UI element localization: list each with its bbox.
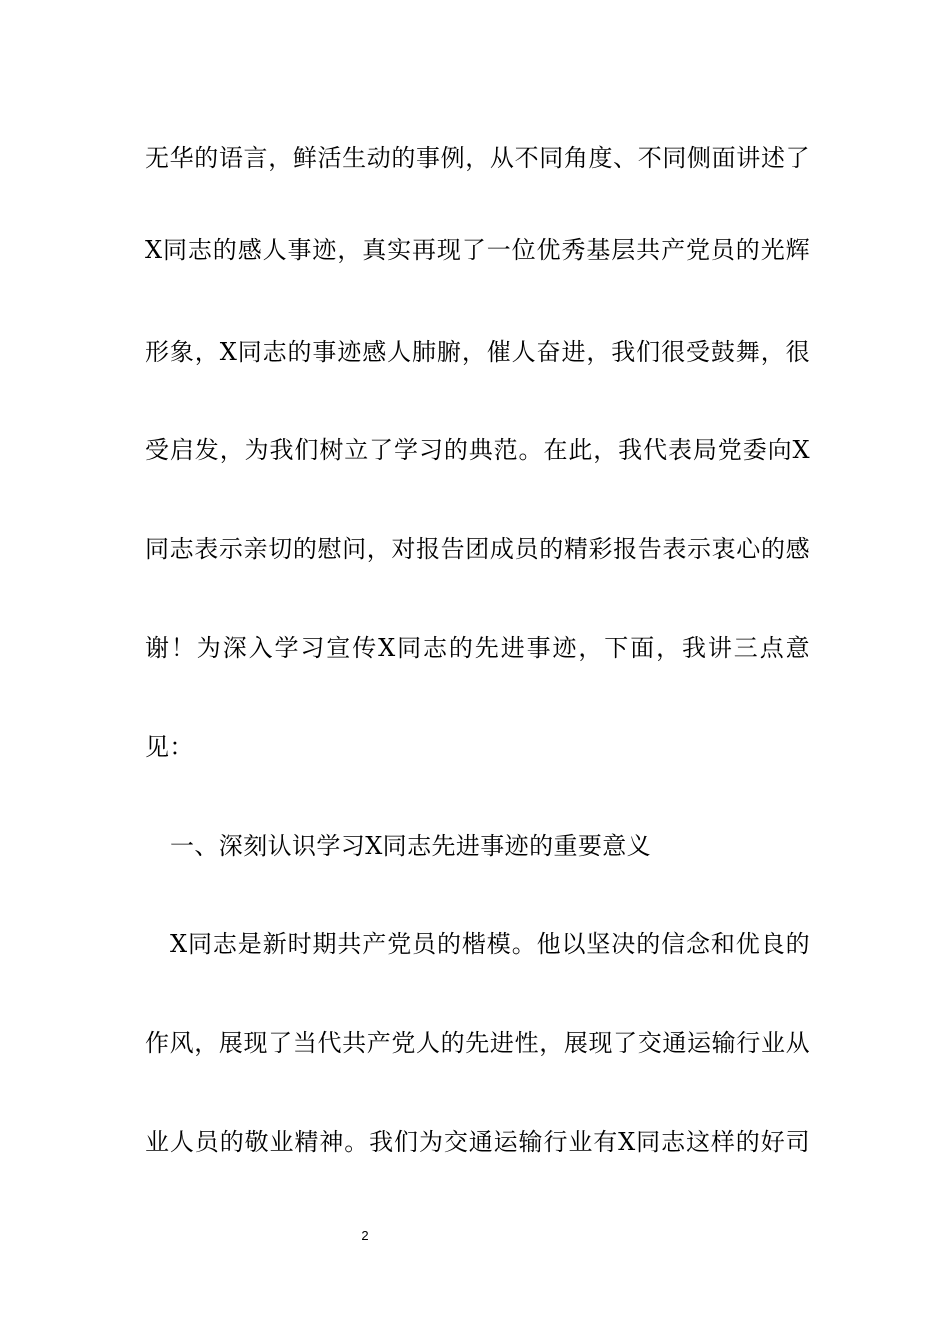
body-text-line-5: 同志表示亲切的慰问，对报告团成员的精彩报告表示衷心的感 [145,535,810,563]
body-text-line-3: 形象，X同志的事迹感人肺腑，催人奋进，我们很受鼓舞，很 [145,338,810,366]
body-text-line-10: 业人员的敬业精神。我们为交通运输行业有X同志这样的好司 [145,1128,810,1156]
body-text-line-7: 见： [145,733,194,761]
body-text-line-8: X同志是新时期共产党员的楷模。他以坚决的信念和优良的 [170,930,810,958]
body-text-line-6: 谢！为深入学习宣传X同志的先进事迹，下面，我讲三点意 [145,634,810,662]
page-number: 2 [361,1228,369,1243]
body-text-line-1: 无华的语言，鲜活生动的事例，从不同角度、不同侧面讲述了 [145,144,810,172]
section-heading: 一、深刻认识学习X同志先进事迹的重要意义 [170,832,652,860]
body-text-line-4: 受启发，为我们树立了学习的典范。在此，我代表局党委向X [145,436,810,464]
body-text-line-9: 作风，展现了当代共产党人的先进性，展现了交通运输行业从 [145,1029,810,1057]
body-text-line-2: X同志的感人事迹，真实再现了一位优秀基层共产党员的光辉 [145,236,810,264]
